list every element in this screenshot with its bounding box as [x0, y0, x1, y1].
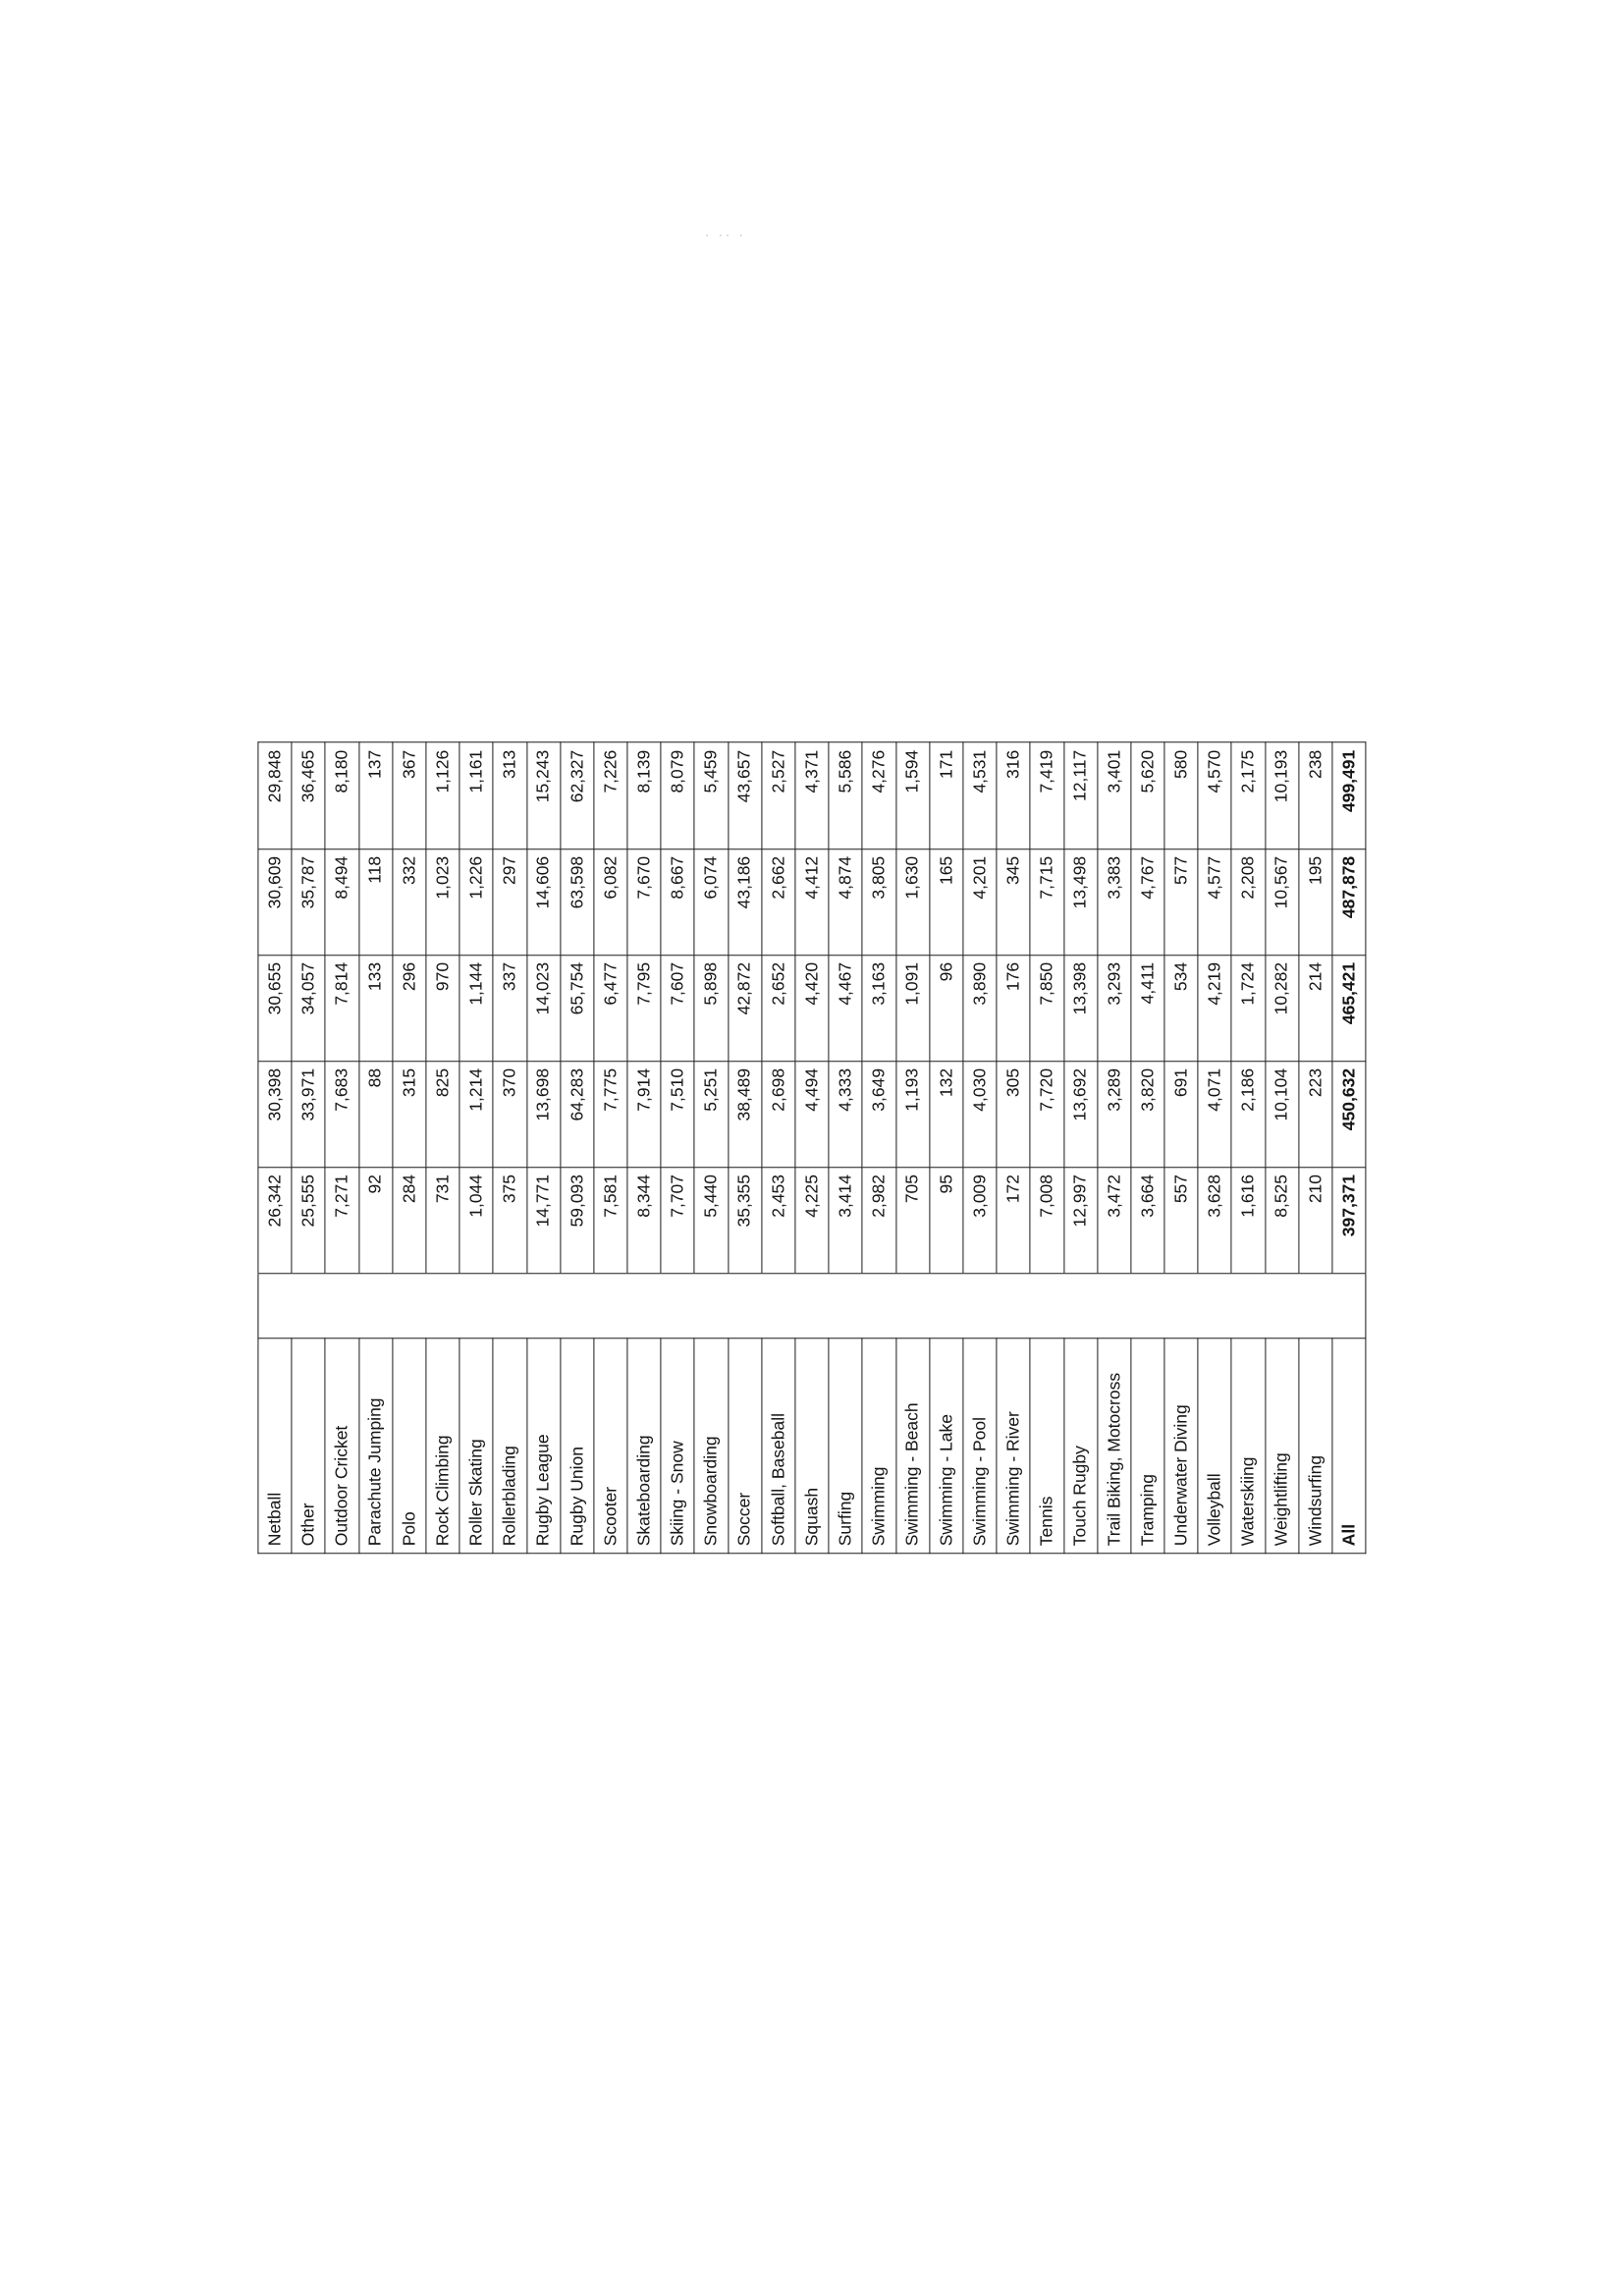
- table-cell: 29,848: [257, 742, 291, 848]
- table-cell: 6,074: [694, 848, 728, 955]
- table-cell: 4,371: [794, 742, 828, 848]
- table-cell: 62,327: [560, 742, 593, 848]
- row-label: Rollerblading: [493, 1339, 526, 1554]
- table-cell: 487,878: [1331, 848, 1365, 955]
- row-gap-cell: [661, 1274, 694, 1339]
- table-cell: 64,283: [560, 1061, 593, 1167]
- table-cell: 367: [392, 742, 425, 848]
- row-label: Swimming - River: [997, 1339, 1030, 1554]
- table-cell: 43,657: [728, 742, 761, 848]
- table-cell: 450,632: [1331, 1061, 1365, 1167]
- table-cell: 14,023: [526, 955, 560, 1061]
- table-cell: 13,498: [1063, 848, 1097, 955]
- table-cell: 970: [425, 955, 459, 1061]
- row-label: Underwater Diving: [1163, 1339, 1197, 1554]
- table-row: [493, 742, 526, 1554]
- row-gap-cell: [560, 1274, 593, 1339]
- table-cell: 2,662: [761, 848, 794, 955]
- table-cell: 5,459: [694, 742, 728, 848]
- table-row: [761, 742, 794, 1554]
- row-gap-cell: [997, 1274, 1030, 1339]
- table-cell: 4,570: [1198, 742, 1231, 848]
- row-gap-cell: [392, 1274, 425, 1339]
- table-cell: 465,421: [1331, 955, 1365, 1061]
- table-cell: 7,814: [325, 955, 358, 1061]
- table-cell: 7,419: [1030, 742, 1063, 848]
- table-cell: 337: [493, 955, 526, 1061]
- row-gap-cell: [493, 1274, 526, 1339]
- table-row: [560, 742, 593, 1554]
- table-row: [1097, 742, 1130, 1554]
- row-gap-cell: [895, 1274, 929, 1339]
- table-cell: 1,594: [895, 742, 929, 848]
- table-row: [794, 742, 828, 1554]
- row-gap-cell: [1063, 1274, 1097, 1339]
- row-gap-cell: [593, 1274, 626, 1339]
- table-row: [460, 742, 493, 1554]
- table-cell: 214: [1298, 955, 1331, 1061]
- table-cell: 7,720: [1030, 1061, 1063, 1167]
- table-cell: 14,606: [526, 848, 560, 955]
- row-label: Polo: [392, 1339, 425, 1554]
- row-gap-cell: [325, 1274, 358, 1339]
- table-cell: 2,698: [761, 1061, 794, 1167]
- row-gap-cell: [1331, 1274, 1365, 1339]
- row-label: Roller Skating: [460, 1339, 493, 1554]
- table-cell: 5,898: [694, 955, 728, 1061]
- table-cell: 375: [493, 1167, 526, 1273]
- table-cell: 4,577: [1198, 848, 1231, 955]
- table-cell: 345: [997, 848, 1030, 955]
- table-cell: 2,175: [1231, 742, 1265, 848]
- table-cell: 7,008: [1030, 1167, 1063, 1273]
- table-cell: 210: [1298, 1167, 1331, 1273]
- row-label: Skiing - Snow: [661, 1339, 694, 1554]
- row-gap-cell: [425, 1274, 459, 1339]
- table-cell: 1,126: [425, 742, 459, 848]
- table-cell: 825: [425, 1061, 459, 1167]
- row-label: Rugby League: [526, 1339, 560, 1554]
- table-cell: 1,630: [895, 848, 929, 955]
- table-cell: 8,139: [626, 742, 660, 848]
- row-gap-cell: [1198, 1274, 1231, 1339]
- table-cell: 3,472: [1097, 1167, 1130, 1273]
- table-cell: 137: [358, 742, 392, 848]
- row-label: Rock Climbing: [425, 1339, 459, 1554]
- table-cell: 1,144: [460, 955, 493, 1061]
- table-cell: 8,079: [661, 742, 694, 848]
- table-cell: 7,775: [593, 1061, 626, 1167]
- table-cell: 8,344: [626, 1167, 660, 1273]
- table-cell: 3,383: [1097, 848, 1130, 955]
- table-cell: 6,082: [593, 848, 626, 955]
- row-gap-cell: [929, 1274, 962, 1339]
- table-cell: 1,023: [425, 848, 459, 955]
- sports-participation-table: [257, 742, 1366, 1555]
- table-cell: 96: [929, 955, 962, 1061]
- table-cell: 3,805: [862, 848, 895, 955]
- table-cell: 4,411: [1130, 955, 1163, 1061]
- table-row: [1198, 742, 1231, 1554]
- row-label: Waterskiing: [1231, 1339, 1265, 1554]
- row-label: Other: [292, 1339, 325, 1554]
- table-cell: 7,683: [325, 1061, 358, 1167]
- table-cell: 30,609: [257, 848, 291, 955]
- table-row: [1030, 742, 1063, 1554]
- row-label: Skateboarding: [626, 1339, 660, 1554]
- table-cell: 35,787: [292, 848, 325, 955]
- row-gap-cell: [1265, 1274, 1298, 1339]
- table-cell: 92: [358, 1167, 392, 1273]
- row-gap-cell: [1097, 1274, 1130, 1339]
- table-row: [929, 742, 962, 1554]
- table-cell: 7,795: [626, 955, 660, 1061]
- table-cell: 195: [1298, 848, 1331, 955]
- table-cell: 297: [493, 848, 526, 955]
- table-cell: 7,581: [593, 1167, 626, 1273]
- table-cell: 3,628: [1198, 1167, 1231, 1273]
- row-gap-cell: [962, 1274, 996, 1339]
- scan-artifact: · ·· ·: [705, 228, 746, 243]
- row-gap-cell: [694, 1274, 728, 1339]
- table-cell: 296: [392, 955, 425, 1061]
- table-row: [325, 742, 358, 1554]
- table-cell: 10,567: [1265, 848, 1298, 955]
- table-cell: 1,091: [895, 955, 929, 1061]
- table-cell: 705: [895, 1167, 929, 1273]
- table-cell: 13,398: [1063, 955, 1097, 1061]
- table-cell: 332: [392, 848, 425, 955]
- table-cell: 95: [929, 1167, 962, 1273]
- table-row: [593, 742, 626, 1554]
- row-label: Rugby Union: [560, 1339, 593, 1554]
- row-label: All: [1331, 1339, 1365, 1554]
- row-label: Scooter: [593, 1339, 626, 1554]
- table-cell: 15,243: [526, 742, 560, 848]
- table-cell: 25,555: [292, 1167, 325, 1273]
- table-cell: 35,355: [728, 1167, 761, 1273]
- table-row: [1331, 742, 1365, 1554]
- table-cell: 65,754: [560, 955, 593, 1061]
- table-cell: 731: [425, 1167, 459, 1273]
- row-gap-cell: [829, 1274, 862, 1339]
- table-cell: 38,489: [728, 1061, 761, 1167]
- table-cell: 284: [392, 1167, 425, 1273]
- table-cell: 165: [929, 848, 962, 955]
- table-row: [661, 742, 694, 1554]
- table-cell: 3,890: [962, 955, 996, 1061]
- table-cell: 1,161: [460, 742, 493, 848]
- table-cell: 580: [1163, 742, 1197, 848]
- table-cell: 3,401: [1097, 742, 1130, 848]
- table-row: [626, 742, 660, 1554]
- row-label: Swimming - Pool: [962, 1339, 996, 1554]
- table-cell: 1,044: [460, 1167, 493, 1273]
- table-cell: 176: [997, 955, 1030, 1061]
- table-cell: 1,724: [1231, 955, 1265, 1061]
- table-cell: 2,453: [761, 1167, 794, 1273]
- table-cell: 4,201: [962, 848, 996, 955]
- table-cell: 370: [493, 1061, 526, 1167]
- table-cell: 316: [997, 742, 1030, 848]
- table-row: [1063, 742, 1097, 1554]
- table-cell: 63,598: [560, 848, 593, 955]
- table-cell: 3,649: [862, 1061, 895, 1167]
- table-cell: 8,180: [325, 742, 358, 848]
- table-row: [862, 742, 895, 1554]
- table-cell: 26,342: [257, 1167, 291, 1273]
- row-label: Parachute Jumping: [358, 1339, 392, 1554]
- row-label: Snowboarding: [694, 1339, 728, 1554]
- table-cell: 8,525: [1265, 1167, 1298, 1273]
- table-cell: 10,282: [1265, 955, 1298, 1061]
- row-gap-cell: [358, 1274, 392, 1339]
- row-label: Trail Biking, Motocross: [1097, 1339, 1130, 1554]
- table-cell: 118: [358, 848, 392, 955]
- table-cell: 10,193: [1265, 742, 1298, 848]
- row-gap-cell: [1231, 1274, 1265, 1339]
- row-label: Softball, Baseball: [761, 1339, 794, 1554]
- table-cell: 59,093: [560, 1167, 593, 1273]
- table-row: [292, 742, 325, 1554]
- table-cell: 2,982: [862, 1167, 895, 1273]
- table-cell: 13,692: [1063, 1061, 1097, 1167]
- table-cell: 1,616: [1231, 1167, 1265, 1273]
- table-cell: 3,163: [862, 955, 895, 1061]
- row-gap-cell: [1163, 1274, 1197, 1339]
- table-cell: 33,971: [292, 1061, 325, 1167]
- row-label: Windsurfing: [1298, 1339, 1331, 1554]
- table-cell: 4,071: [1198, 1061, 1231, 1167]
- table-cell: 1,226: [460, 848, 493, 955]
- table-row: [728, 742, 761, 1554]
- table-cell: 5,251: [694, 1061, 728, 1167]
- table-cell: 3,009: [962, 1167, 996, 1273]
- table-row: [997, 742, 1030, 1554]
- row-gap-cell: [1298, 1274, 1331, 1339]
- table-cell: 7,850: [1030, 955, 1063, 1061]
- table-cell: 132: [929, 1061, 962, 1167]
- table-cell: 13,698: [526, 1061, 560, 1167]
- table-cell: 4,412: [794, 848, 828, 955]
- row-gap-cell: [1030, 1274, 1063, 1339]
- table-row: [694, 742, 728, 1554]
- table-row: [1265, 742, 1298, 1554]
- table-body: [257, 742, 1365, 1554]
- table-row: [425, 742, 459, 1554]
- row-label: Swimming: [862, 1339, 895, 1554]
- table-cell: 171: [929, 742, 962, 848]
- table-cell: 3,293: [1097, 955, 1130, 1061]
- table-cell: 4,494: [794, 1061, 828, 1167]
- row-label: Volleyball: [1198, 1339, 1231, 1554]
- table-cell: 7,510: [661, 1061, 694, 1167]
- table-cell: 3,820: [1130, 1061, 1163, 1167]
- table-cell: 34,057: [292, 955, 325, 1061]
- table-cell: 4,767: [1130, 848, 1163, 955]
- table-cell: 313: [493, 742, 526, 848]
- table-row: [1130, 742, 1163, 1554]
- table-cell: 4,225: [794, 1167, 828, 1273]
- table-row: [526, 742, 560, 1554]
- table-cell: 8,494: [325, 848, 358, 955]
- table-cell: 7,707: [661, 1167, 694, 1273]
- table-cell: 133: [358, 955, 392, 1061]
- table-cell: 172: [997, 1167, 1030, 1273]
- table-cell: 223: [1298, 1061, 1331, 1167]
- row-label: Weightlifting: [1265, 1339, 1298, 1554]
- table-cell: 5,586: [829, 742, 862, 848]
- row-gap-cell: [526, 1274, 560, 1339]
- table-cell: 43,186: [728, 848, 761, 955]
- table-cell: 1,193: [895, 1061, 929, 1167]
- table-cell: 7,271: [325, 1167, 358, 1273]
- table-row: [1298, 742, 1331, 1554]
- table-row: [1163, 742, 1197, 1554]
- table-cell: 4,467: [829, 955, 862, 1061]
- table-cell: 7,226: [593, 742, 626, 848]
- table-cell: 305: [997, 1061, 1030, 1167]
- row-gap-cell: [761, 1274, 794, 1339]
- table-cell: 12,997: [1063, 1167, 1097, 1273]
- table-cell: 3,664: [1130, 1167, 1163, 1273]
- row-gap-cell: [257, 1274, 291, 1339]
- row-label: Tennis: [1030, 1339, 1063, 1554]
- table-stage: [257, 742, 1366, 1555]
- table-cell: 30,655: [257, 955, 291, 1061]
- row-label: Outdoor Cricket: [325, 1339, 358, 1554]
- table-row: [257, 742, 291, 1554]
- table-cell: 4,420: [794, 955, 828, 1061]
- table-cell: 4,333: [829, 1061, 862, 1167]
- table-cell: 315: [392, 1061, 425, 1167]
- row-gap-cell: [1130, 1274, 1163, 1339]
- table-row: [392, 742, 425, 1554]
- table-cell: 2,527: [761, 742, 794, 848]
- table-cell: 691: [1163, 1061, 1197, 1167]
- table-row: [962, 742, 996, 1554]
- table-cell: 3,414: [829, 1167, 862, 1273]
- row-gap-cell: [728, 1274, 761, 1339]
- table-cell: 534: [1163, 955, 1197, 1061]
- table-cell: 4,219: [1198, 955, 1231, 1061]
- row-gap-cell: [794, 1274, 828, 1339]
- row-label: Swimming - Beach: [895, 1339, 929, 1554]
- table-cell: 36,465: [292, 742, 325, 848]
- table-cell: 8,667: [661, 848, 694, 955]
- table-cell: 7,670: [626, 848, 660, 955]
- table-cell: 14,771: [526, 1167, 560, 1273]
- table-cell: 6,477: [593, 955, 626, 1061]
- row-label: Swimming - Lake: [929, 1339, 962, 1554]
- row-gap-cell: [862, 1274, 895, 1339]
- table-cell: 5,440: [694, 1167, 728, 1273]
- row-label: Touch Rugby: [1063, 1339, 1097, 1554]
- table-cell: 1,214: [460, 1061, 493, 1167]
- table-cell: 4,531: [962, 742, 996, 848]
- row-label: Soccer: [728, 1339, 761, 1554]
- table-cell: 4,276: [862, 742, 895, 848]
- table-cell: 2,652: [761, 955, 794, 1061]
- table-cell: 499,491: [1331, 742, 1365, 848]
- table-cell: 238: [1298, 742, 1331, 848]
- table-cell: 577: [1163, 848, 1197, 955]
- row-label: Netball: [257, 1339, 291, 1554]
- table-cell: 2,208: [1231, 848, 1265, 955]
- table-cell: 3,289: [1097, 1061, 1130, 1167]
- table-row: [1231, 742, 1265, 1554]
- table-cell: 397,371: [1331, 1167, 1365, 1273]
- table-cell: 557: [1163, 1167, 1197, 1273]
- table-cell: 7,914: [626, 1061, 660, 1167]
- row-gap-cell: [460, 1274, 493, 1339]
- table-cell: 7,607: [661, 955, 694, 1061]
- row-gap-cell: [626, 1274, 660, 1339]
- table-cell: 5,620: [1130, 742, 1163, 848]
- table-row: [895, 742, 929, 1554]
- table-cell: 4,874: [829, 848, 862, 955]
- row-label: Tramping: [1130, 1339, 1163, 1554]
- table-cell: 4,030: [962, 1061, 996, 1167]
- table-cell: 30,398: [257, 1061, 291, 1167]
- row-label: Squash: [794, 1339, 828, 1554]
- table-row: [829, 742, 862, 1554]
- table-row: [358, 742, 392, 1554]
- table-cell: 42,872: [728, 955, 761, 1061]
- table-cell: 12,117: [1063, 742, 1097, 848]
- table-cell: 7,715: [1030, 848, 1063, 955]
- table-cell: 2,186: [1231, 1061, 1265, 1167]
- table-cell: 10,104: [1265, 1061, 1298, 1167]
- row-label: Surfing: [829, 1339, 862, 1554]
- row-gap-cell: [292, 1274, 325, 1339]
- table-cell: 88: [358, 1061, 392, 1167]
